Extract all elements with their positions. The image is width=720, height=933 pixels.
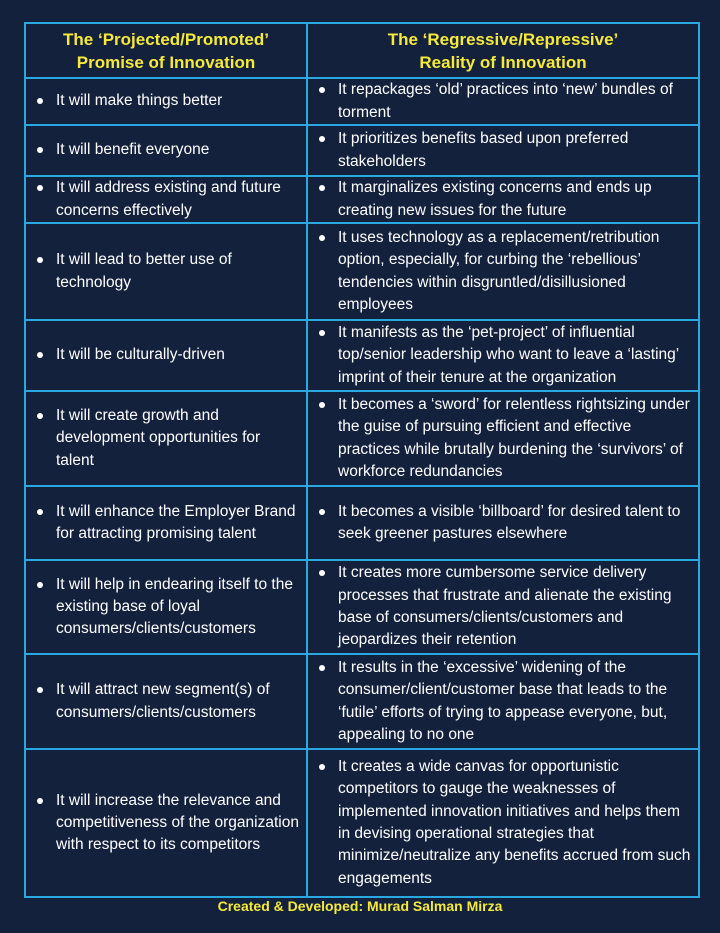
reality-item: It results in the ‘excessive’ widening of the consumer/client/customer base that leads to the ‘futile’ efforts of trying to appease everyone, but, appealing to no one [308, 657, 698, 746]
table-row [25, 78, 699, 125]
promise-column-header [25, 23, 307, 78]
reality-item: It becomes a visible ‘billboard’ for desired talent to seek greener pastures elsewhere [308, 501, 698, 546]
table-row [25, 391, 699, 486]
promise-item: It will create growth and development opportunities for talent [26, 405, 306, 472]
reality-item: It becomes a ‘sword’ for relentless rightsizing under the guise of pursuing efficient and effective practices while brutally burdening the ‘survivors’ of workforce redundancies [308, 394, 698, 483]
promise-cell [25, 176, 307, 223]
promise-cell [25, 320, 307, 391]
reality-item: It prioritizes benefits based upon preferred stakeholders [308, 128, 698, 173]
table-row [25, 176, 699, 223]
table-row [25, 125, 699, 176]
reality-item: It repackages ‘old’ practices into ‘new’ bundles of torment [308, 79, 698, 124]
table-row [25, 654, 699, 749]
table-row [25, 486, 699, 560]
reality-cell [307, 78, 699, 125]
promise-item: It will address existing and future concerns effectively [26, 177, 306, 222]
promise-cell [25, 654, 307, 749]
reality-cell [307, 223, 699, 320]
reality-item: It uses technology as a replacement/retribution option, especially, for curbing the ‘rebellious’ tendencies within disgruntled/disillusioned employees [308, 227, 698, 316]
promise-cell [25, 749, 307, 897]
reality-cell [307, 176, 699, 223]
promise-item: It will lead to better use of technology [26, 249, 306, 294]
reality-item: It creates a wide canvas for opportunistic competitors to gauge the weaknesses of implemented innovation initiatives and helps them in devising operational strategies that minimize/neutralize any benefits accrued from such engagements [308, 756, 698, 890]
promise-cell [25, 223, 307, 320]
promise-header-line2: Promise of Innovation [76, 52, 256, 72]
reality-item: It marginalizes existing concerns and ends up creating new issues for the future [308, 177, 698, 222]
reality-cell [307, 125, 699, 176]
reality-column-header [307, 23, 699, 78]
promise-cell [25, 391, 307, 486]
promise-item: It will be culturally-driven [26, 344, 306, 366]
promise-cell [25, 78, 307, 125]
comparison-table [24, 22, 700, 898]
reality-item: It creates more cumbersome service delivery processes that frustrate and alienate the existing base of consumers/clients/customers and jeopardizes their retention [308, 562, 698, 651]
reality-cell [307, 560, 699, 654]
promise-cell [25, 560, 307, 654]
promise-item: It will help in endearing itself to the existing base of loyal consumers/clients/customers [26, 574, 306, 641]
promise-item: It will enhance the Employer Brand for attracting promising talent [26, 501, 306, 546]
promise-item: It will benefit everyone [26, 139, 306, 161]
reality-cell [307, 320, 699, 391]
reality-cell [307, 391, 699, 486]
reality-header-line1: The ‘Regressive/Repressive’ [387, 29, 619, 49]
reality-header-line2: Reality of Innovation [419, 52, 587, 72]
header-row [25, 23, 699, 78]
promise-cell [25, 125, 307, 176]
promise-cell [25, 486, 307, 560]
reality-cell [307, 749, 699, 897]
promise-header-line1: The ‘Projected/Promoted’ [63, 29, 269, 49]
credit-footer: Created & Developed: Murad Salman Mirza [217, 898, 503, 914]
reality-cell [307, 654, 699, 749]
promise-item: It will increase the relevance and competitiveness of the organization with respect to its competitors [26, 790, 306, 857]
table-row [25, 749, 699, 897]
promise-item: It will make things better [26, 90, 306, 112]
reality-item: It manifests as the ‘pet-project’ of influential top/senior leadership who want to leave a ‘lasting’ imprint of their tenure at the organization [308, 322, 698, 389]
table-row [25, 223, 699, 320]
promise-item: It will attract new segment(s) of consumers/clients/customers [26, 679, 306, 724]
table-row [25, 560, 699, 654]
table-row [25, 320, 699, 391]
reality-cell [307, 486, 699, 560]
